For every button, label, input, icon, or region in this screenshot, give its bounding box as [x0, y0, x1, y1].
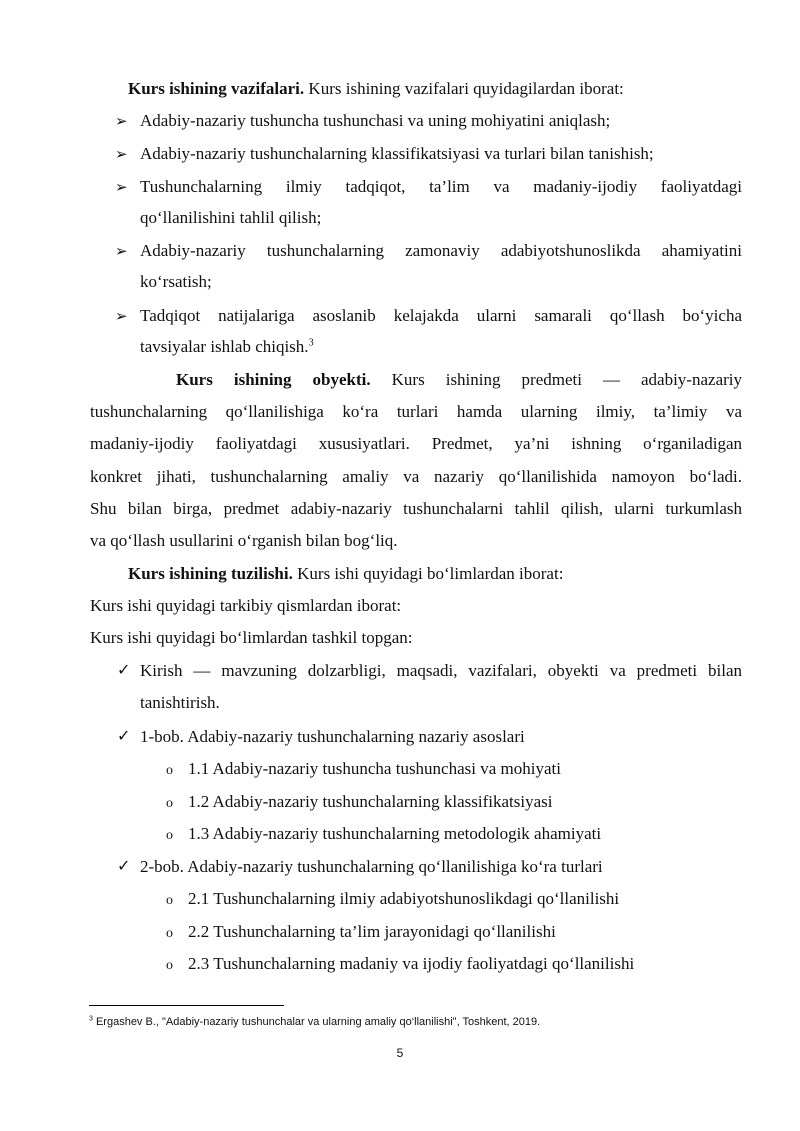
chapter1-section-3: 1.3 Adabiy-nazariy tushunchalarning metodologik ahamiyati — [188, 824, 602, 843]
object-line-5: Shu bilan birga, predmet adabiy-nazariy tushunchalarni tahlil qilish, ularni turkumlash — [90, 499, 742, 518]
task-item-2: Adabiy-nazariy tushunchalarning klassifikatsiyasi va turlari bilan tanishish; — [140, 144, 654, 163]
chapter2-section-1: 2.1 Tushunchalarning ilmiy adabiyotshunoslikdagi qo‘llanilishi — [188, 889, 620, 908]
check-bullet-icon: ✓ — [117, 662, 131, 679]
task-item-3-line1: Tushunchalarning ilmiy tadqiqot, ta’lim va madaniy-ijodiy faoliyatdagi — [140, 177, 742, 196]
tasks-heading: Kurs ishining vazifalari. — [128, 79, 305, 98]
circle-bullet-icon: o — [166, 893, 173, 908]
structure-paragraph: Kurs ishining tuzilishi. Kurs ishi quyidagi bo‘limlardan iborat: — [128, 564, 564, 583]
check-bullet-icon: ✓ — [117, 728, 131, 745]
arrow-bullet-icon: ➢ — [115, 180, 128, 196]
chapter2-section-2: 2.2 Tushunchalarning ta’lim jarayonidagi qo‘llanilishi — [188, 922, 556, 941]
circle-bullet-icon: o — [166, 926, 173, 941]
task-item-3-line2: qo‘llanilishini tahlil qilish; — [140, 208, 322, 227]
chapter1-section-1: 1.1 Adabiy-nazariy tushuncha tushunchasi va mohiyati — [188, 759, 561, 778]
task-item-1: Adabiy-nazariy tushuncha tushunchasi va uning mohiyatini aniqlash; — [140, 111, 611, 130]
task-item-4-line1: Adabiy-nazariy tushunchalarning zamonaviy adabiyotshunoslikda ahamiyatini — [140, 241, 742, 260]
chapter2-section-3: 2.3 Tushunchalarning madaniy va ijodiy faoliyatdagi qo‘llanilishi — [188, 954, 635, 973]
footnote-text: Ergashev B., "Adabiy-nazariy tushunchalar va ularning amaliy qo‘llanilishi", Toshkent, 2019. — [92, 1016, 541, 1028]
object-line-4: konkret jihati, tushunchalarning amaliy va nazariy qo‘llanilishida namoyon bo‘ladi. — [90, 467, 742, 486]
tasks-paragraph — [128, 78, 624, 100]
object-line-2: tushunchalarning qo‘llanilishiga ko‘ra turlari hamda ularning ilmiy, ta’limiy va — [90, 402, 742, 421]
check-bullet-icon: ✓ — [117, 858, 131, 875]
arrow-bullet-icon: ➢ — [115, 244, 128, 260]
footnote — [89, 1016, 540, 1028]
object-heading: Kurs ishining obyekti. — [176, 370, 371, 389]
circle-bullet-icon: o — [166, 763, 173, 778]
task-item-4-line2: ko‘rsatish; — [140, 272, 212, 291]
task-item-5-line1: Tadqiqot natijalariga asoslanib kelajakda ularni samarali qo‘llash bo‘yicha — [140, 306, 742, 325]
circle-bullet-icon: o — [166, 828, 173, 843]
arrow-bullet-icon: ➢ — [115, 309, 128, 325]
arrow-bullet-icon: ➢ — [115, 147, 128, 163]
footnote-mark: 3 — [89, 1015, 93, 1023]
intro-item-line1: Kirish — mavzuning dolzarbligi, maqsadi, vazifalari, obyekti va predmeti bilan — [140, 661, 742, 680]
chapter2-title: 2-bob. Adabiy-nazariy tushunchalarning qo‘llanilishiga ko‘ra turlari — [140, 857, 603, 876]
circle-bullet-icon: o — [166, 796, 173, 811]
arrow-bullet-icon: ➢ — [115, 114, 128, 130]
chapter1-section-2: 1.2 Adabiy-nazariy tushunchalarning klassifikatsiyasi — [188, 792, 553, 811]
object-line-3: madaniy-ijodiy faoliyatdagi xususiyatlari. Predmet, ya’ni ishning o‘rganiladigan — [90, 434, 742, 453]
chapter1-title: 1-bob. Adabiy-nazariy tushunchalarning nazariy asoslari — [140, 727, 525, 746]
object-line-6: va qo‘llash usullarini o‘rganish bilan bog‘liq. — [90, 531, 398, 550]
page-number: 5 — [396, 1046, 404, 1060]
tasks-intro: Kurs ishining vazifalari quyidagilardan iborat: — [304, 79, 624, 98]
intro-item-line2: tanishtirish. — [140, 693, 220, 712]
structure-line-2: Kurs ishi quyidagi tarkibiy qismlardan iborat: — [90, 596, 402, 615]
structure-line-3: Kurs ishi quyidagi bo‘limlardan tashkil topgan: — [90, 628, 413, 647]
footnote-separator — [89, 1005, 284, 1006]
footnote-reference: 3 — [308, 337, 314, 349]
object-paragraph-first-line: Kurs ishining obyekti. Kurs ishining predmeti — adabiy-nazariy — [176, 370, 742, 389]
circle-bullet-icon: o — [166, 958, 173, 973]
task-item-5-line2: tavsiyalar ishlab chiqish.$^3$ — [140, 337, 314, 356]
structure-heading: Kurs ishining tuzilishi. — [128, 564, 293, 583]
